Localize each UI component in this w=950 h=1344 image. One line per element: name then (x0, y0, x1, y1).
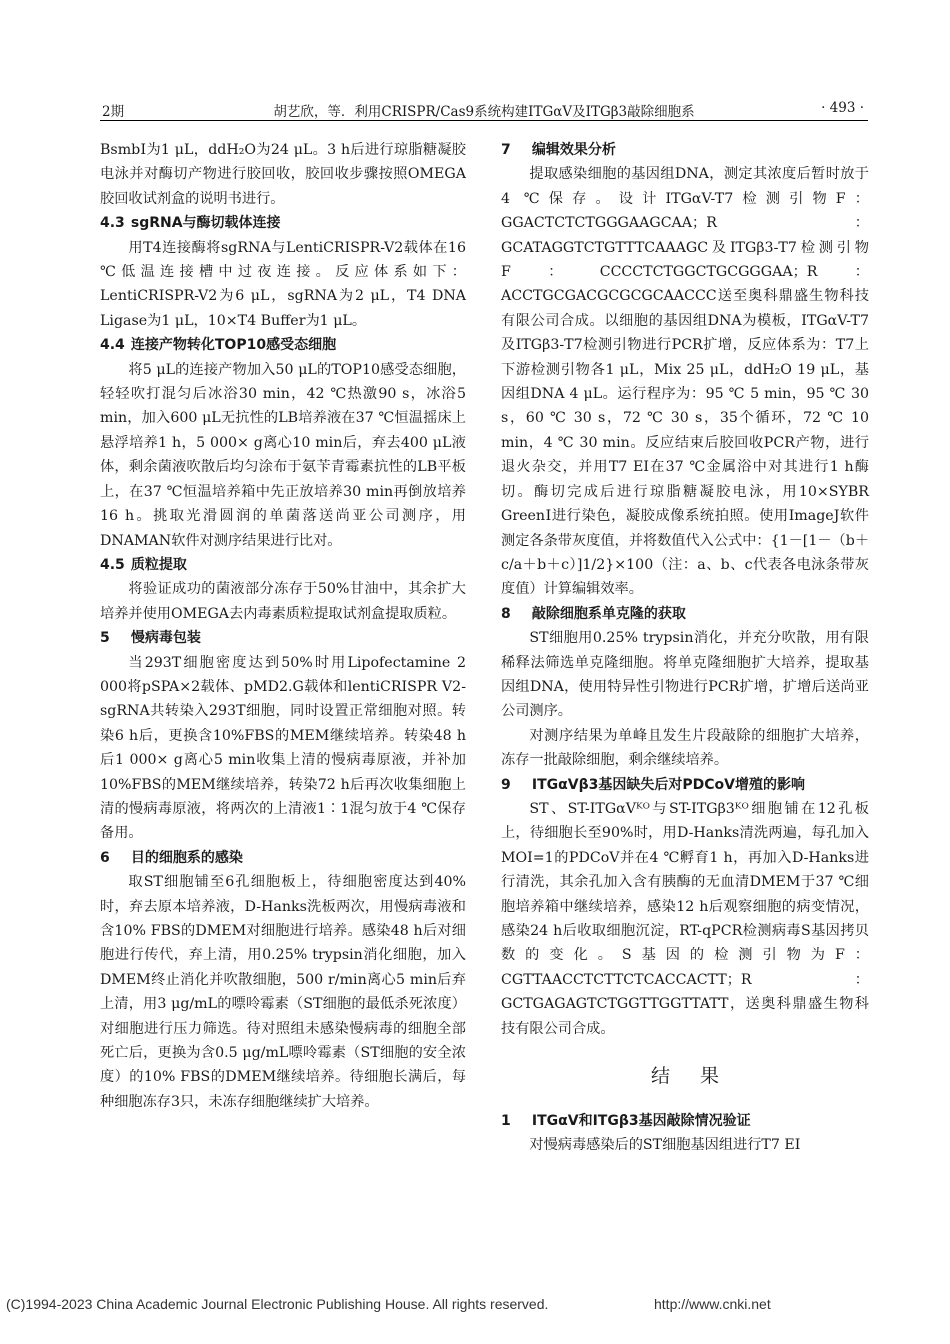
section-number: 4.4 (100, 337, 125, 354)
section-heading-6 (100, 846, 466, 870)
section-number: 5 (100, 630, 110, 647)
section-title: 编辑效果分析 (531, 142, 616, 158)
section-title: 敲除细胞系单克隆的获取 (531, 605, 686, 622)
issue-number: 2期 (102, 104, 125, 120)
page-footer (6, 1296, 771, 1312)
section-number: 4.5 (100, 556, 125, 573)
paragraph: 将验证成功的菌液部分冻存于50%甘油中，其余扩大培养并使用OMEGA去内毒素质粒提取试剂盒提取质粒。 (100, 581, 466, 622)
results-heading: 结果 (650, 1065, 749, 1088)
paragraph: ST、ST-ITGαVᴷᴼ与ST-ITGβ3ᴷᴼ细胞铺在12孔板上，待细胞长至90%时，用D-Hanks清洗两遍，每孔加入MOI=1的PDCoV并在4 ℃孵育1 h，再加入D-Hanks进行清洗，其余孔加入含有胰酶的无血清DMEM于37 ℃细胞培养箱中继续培养，感染12 h后观察细胞的病变情况，感染24 h后收取细胞沉淀，RT-qPCR检测病毒S基因拷贝数的变化。S基因的检测引物为F：CGTTAACCTCTTCTCACCACTT；R：GCTGAGAGTCTGGTTGGTTATT，送奥科鼎盛生物科技有限公司合成。 (501, 800, 869, 1037)
section-number: 1 (501, 1113, 511, 1130)
paragraph: 提取感染细胞的基因组DNA，测定其浓度后暂时放于4 ℃保存。设计ITGαV-T7检测引物F：GGACTCTCTGGGAAGCAA；R：GCATAGGTCTGTTTCAAAGC及ITGβ3-T7检测引物F：CCCCTCTGGCTGCGGGAA；R：ACCTGCGACGCGCGCAACCC送至奥科鼎盛生物科技有限公司合成。以细胞的基因组DNA为模板，ITGαV-T7及ITGβ3-T7检测引物进行PCR扩增，反应体系为：T7上下游检测引物各1 μL，Mix 25 μL，ddH₂O 19 μL，基因组DNA 4 μL。运行程序为：95 ℃ 5 min，95 ℃ 30 s，60 ℃ 30 s，72 ℃ 30 s，35个循环，72 ℃ 10 min，4 ℃ 30 min。反应结束后胶回收PCR产物，进行退火杂交，并用T7 EI在37 ℃金属浴中对其进行1 h酶切。酶切完成后进行琼脂糖凝胶电泳，用10×SYBR GreenⅠ进行染色，凝胶成像系统拍照。使用ImageJ软件测定各条带灰度值，并将数值代入公式中：{1－[1－（b＋c/a＋b＋c）]1/2}×100（注：a、b、c代表各电泳条带灰度值）计算编辑效率。 (501, 166, 870, 598)
paragraph: 将5 μL的连接产物加入50 μL的TOP10感受态细胞，轻轻吹打混匀后冰浴30 min，42 ℃热激90 s，冰浴5 min，加入600 μL无抗性的LB培养液在37 ℃恒温摇床上悬浮培养1 h，5 000× g离心10 min后，弃去400 μL液体，剩余菌液吹散后均匀涂布于氨苄青霉素抗性的LB平板上，在37 ℃恒温培养箱中先正放培养30 min再倒放培养16 h。挑取光滑圆润的单菌落送尚亚公司测序，用DNAMAN软件对测序结果进行比对。 (100, 361, 466, 549)
section-heading-results-1 (501, 1109, 869, 1133)
left-column (100, 138, 466, 1114)
page-number: · 493 · (821, 100, 864, 116)
section-heading-8 (501, 602, 869, 626)
intro-paragraph: BsmbⅠ为1 μL，ddH₂O为24 μL。3 h后进行琼脂糖凝胶电泳并对酶切产物进行胶回收，胶回收步骤按照OMEGA胶回收试剂盒的说明书进行。 (100, 142, 466, 207)
right-column (501, 138, 869, 1158)
section-number: 4.3 (100, 215, 125, 232)
section-heading-4-5 (100, 553, 466, 577)
section-heading-9 (501, 773, 869, 797)
paragraph: 对测序结果为单峰且发生片段敲除的细胞扩大培养，冻存一批敲除细胞，剩余继续培养。 (501, 727, 869, 769)
section-number: 6 (100, 849, 110, 866)
section-heading-5 (100, 626, 466, 650)
paragraph: 取ST细胞铺至6孔细胞板上，待细胞密度达到40%时，弃去原本培养液，D-Hanks洗板两次，用慢病毒液和含10% FBS的DMEM对细胞进行培养。感染48 h后对细胞进行传代，弃上清，用0.25% trypsin消化细胞，加入DMEM终止消化并吹散细胞，500 r/min离心5 min后弃上清，用3 μg/mL的嘌呤霉素（ST细胞的最低杀死浓度）对细胞进行压力筛选。待对照组未感染慢病毒的细胞全部死亡后，更换为含0.5 μg/mL嘌呤霉素（ST细胞的安全浓度）的10% FBS的DMEM继续培养。待细胞长满后，每种细胞冻存3只，未冻存细胞继续扩大培养。 (100, 874, 466, 1110)
section-title: sgRNA与酶切载体连接 (130, 215, 281, 232)
paragraph: ST细胞用0.25% trypsin消化，并充分吹散，用有限稀释法筛选单克隆细胞。将单克隆细胞扩大培养，提取基因组DNA，使用特异性引物进行PCR扩增，扩增后送尚亚公司测序。 (501, 630, 869, 720)
section-title: 目的细胞系的感染 (130, 849, 243, 866)
paragraph: 当293T细胞密度达到50%时用Lipofectamine 2 000将pSPA×2载体、pMD2.G载体和lentiCRISPR V2-sgRNA共转染入293T细胞，同时设置正常细胞对照。转染6 h后，更换含10%FBS的MEM继续培养。转染48 h后1 000× g离心5 min收集上清的慢病毒原液，并补加10%FBS的MEM继续培养，转染72 h后再次收集细胞上清的慢病毒原液，将两次的上清液1∶1混匀放于4 ℃保存备用。 (100, 654, 466, 842)
section-number: 7 (501, 142, 511, 158)
section-title: ITGαV和ITGβ3基因敲除情况验证 (531, 1113, 751, 1130)
running-header (100, 98, 868, 121)
section-title: 连接产物转化TOP10感受态细胞 (130, 337, 337, 354)
section-heading-4-3 (100, 211, 466, 235)
section-heading-7 (501, 138, 869, 162)
section-title: 慢病毒包装 (130, 630, 201, 647)
copyright-notice: (C)1994-2023 China Academic Journal Electronic Publishing House. All rights reserved. (6, 1296, 549, 1312)
paragraph: 对慢病毒感染后的ST细胞基因组进行T7 EI (529, 1137, 801, 1154)
running-title: 胡艺欣，等．利用CRISPR/Cas9系统构建ITGαV及ITGβ3敲除细胞系 (273, 104, 695, 120)
section-title: ITGαVβ3基因缺失后对PDCoV增殖的影响 (531, 776, 805, 793)
footer-url[interactable]: http://www.cnki.net (654, 1296, 771, 1312)
paragraph: 用T4连接酶将sgRNA与LentiCRISPR-V2载体在16 ℃低温连接槽中过夜连接。反应体系如下：LentiCRISPR-V2为6 μL，sgRNA为2 μL，T4 DNA Ligase为1 μL，10×T4 Buffer为1 μL。 (100, 239, 466, 329)
section-number: 9 (501, 776, 511, 793)
section-heading-4-4 (100, 333, 466, 357)
section-title: 质粒提取 (130, 556, 187, 573)
section-number: 8 (501, 605, 511, 622)
